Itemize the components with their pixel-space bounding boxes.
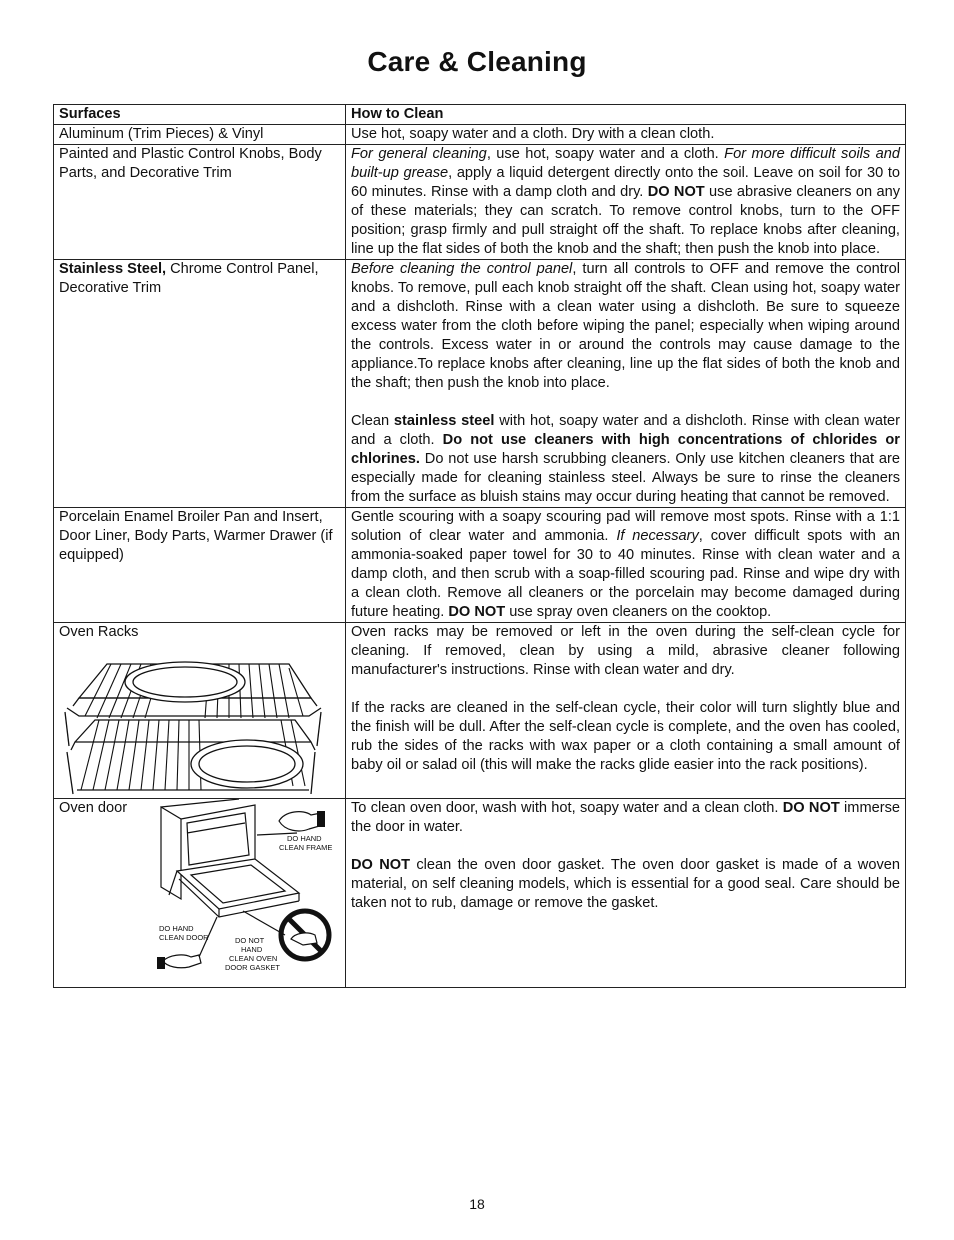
paragraph bbox=[351, 412, 900, 507]
text-run: To clean oven door, wash with hot, soapy water and a clean cloth. bbox=[351, 800, 783, 816]
text-run: Stainless Steel, bbox=[59, 261, 167, 277]
text-run: , turn all controls to OFF and remove the control knobs. To remove, pull each knob straight off the shaft. Clean using hot, soapy water and a dishcloth. Rinse with a clean water using a dishcloth. Be sure to squeeze excess water from the cloth before wiping the panel; especially when wiping around the controls. Excess water in or around the controls may cause damage to the appliance.To replace knobs after cleaning, line up the flat sides of both the knob and the shaft; then push the knob into place. bbox=[351, 261, 900, 391]
table-header-row bbox=[54, 105, 906, 125]
table-row bbox=[54, 125, 906, 145]
text-run: , cover difficult spots with an ammonia-soaked paper towel for 30 to 40 minutes. Rinse with clean water and a damp cloth, and then scrub with a soap-filled scouring pad. Rinse and wipe dry with a clean cloth. Remove all cleaners or the porcelain may become damaged during future heating. bbox=[351, 528, 900, 620]
text-run: , apply a liquid detergent directly onto the soil. Leave on soil for 30 to 60 minutes. Rinse with a damp cloth and dry. bbox=[351, 165, 900, 200]
surface-racks bbox=[54, 623, 346, 799]
paragraph: If the racks are cleaned in the self-clean cycle, their color will turn slightly blue and the finish will be dull. After the self-clean cycle is complete, and the oven has cooled, rub the sides of the racks with wax paper or a cloth containing a small amount of baby oil or salad oil (this will make the racks glide easier into the rack positions). bbox=[351, 700, 900, 773]
text-run: Chrome Control Panel, Decorative Trim bbox=[59, 261, 319, 296]
table-row bbox=[54, 623, 906, 799]
text-run: Before cleaning the control panel bbox=[351, 261, 573, 277]
table-row bbox=[54, 799, 906, 988]
table-row bbox=[54, 508, 906, 623]
text-run: Gentle scouring with a soapy scouring pad will remove most spots. Rinse with a 1:1 solution of clear water and ammonia. bbox=[351, 509, 900, 544]
surface-racks-label: Oven Racks bbox=[59, 624, 139, 640]
label-do-not-gasket-1: DO NOT bbox=[235, 936, 265, 945]
how-door bbox=[346, 799, 906, 988]
text-run: DO NOT bbox=[351, 857, 411, 873]
label-do-not-gasket-4: DOOR GASKET bbox=[225, 963, 281, 972]
label-do-not-gasket-3: CLEAN OVEN bbox=[229, 954, 278, 963]
text-run: DO NOT bbox=[448, 604, 506, 620]
text-run: with hot, soapy water and a dishcloth. Rinse with clean water and a cloth. bbox=[351, 413, 900, 448]
text-run: For more difficult soils and built-up grease bbox=[351, 146, 901, 181]
text-run: DO NOT bbox=[647, 184, 705, 200]
page-number: 18 bbox=[469, 1196, 485, 1212]
surface-door-label: Oven door bbox=[59, 800, 128, 816]
text-run: DO NOT bbox=[782, 800, 840, 816]
how-stainless bbox=[346, 260, 906, 508]
label-do-hand-frame-2: CLEAN FRAME bbox=[279, 843, 333, 852]
header-surfaces: Surfaces bbox=[54, 105, 346, 125]
paragraph bbox=[351, 799, 900, 837]
header-how-to-clean: How to Clean bbox=[346, 105, 906, 125]
table-row bbox=[54, 145, 906, 260]
label-do-hand-frame-1: DO HAND bbox=[287, 834, 322, 843]
text-run: use abrasive cleaners on any of these materials; they can scratch. To remove control knobs, turn to the OFF position; grasp firmly and pull straight off the shaft. To replace knobs after cleaning, line up the flat sides of both the knob and the shaft; then push the knob into place. bbox=[351, 184, 900, 257]
label-do-not-gasket-2: HAND bbox=[241, 945, 263, 954]
text-run: For general cleaning bbox=[351, 146, 487, 162]
how-aluminum: Use hot, soapy water and a cloth. Dry with a clean cloth. bbox=[346, 125, 906, 145]
surface-stainless bbox=[54, 260, 346, 508]
how-painted bbox=[346, 145, 906, 260]
table-row bbox=[54, 260, 906, 508]
page-title: Care & Cleaning bbox=[367, 46, 587, 77]
oven-racks-illustration bbox=[59, 646, 324, 798]
surface-painted: Painted and Plastic Control Knobs, Body Parts, and Decorative Trim bbox=[54, 145, 346, 260]
care-cleaning-table bbox=[53, 104, 906, 988]
oven-door-drawing bbox=[59, 799, 339, 975]
text-run: Do not use cleaners with high concentrations of chlorides or chlorines. bbox=[351, 432, 900, 467]
text-run: use spray oven cleaners on the cooktop. bbox=[505, 604, 772, 620]
label-do-hand-door-2: CLEAN DOOR bbox=[159, 933, 209, 942]
paragraph bbox=[351, 260, 900, 393]
text-run: immerse the door in water. bbox=[351, 800, 900, 835]
text-run: Clean bbox=[351, 413, 394, 429]
surface-aluminum: Aluminum (Trim Pieces) & Vinyl bbox=[54, 125, 346, 145]
text-run: If necessary bbox=[616, 528, 699, 544]
text-run: stainless steel bbox=[393, 413, 495, 429]
text-run: , use hot, soapy water and a cloth. bbox=[486, 146, 725, 162]
how-porcelain bbox=[346, 508, 906, 623]
paragraph bbox=[351, 856, 900, 913]
surface-porcelain: Porcelain Enamel Broiler Pan and Insert, Door Liner, Body Parts, Warmer Drawer (if equipped) bbox=[54, 508, 346, 623]
oven-door-illustration bbox=[59, 799, 340, 975]
text-run: Do not use harsh scrubbing cleaners. Only use kitchen cleaners that are especially made for cleaning stainless steel. Always be sure to rinse the cleaners from the surface as bluish stains may occur during heating that cannot be removed. bbox=[351, 451, 900, 505]
label-do-hand-door-1: DO HAND bbox=[159, 924, 194, 933]
surface-door bbox=[54, 799, 346, 988]
paragraph: Oven racks may be removed or left in the oven during the self-clean cycle for cleaning. If removed, clean by using a mild, abrasive cleaner following manufacturer's instructions. Rinse with clean water and dry. bbox=[351, 624, 900, 678]
how-racks bbox=[346, 623, 906, 799]
text-run: clean the oven door gasket. The oven door gasket is made of a woven material, on self cleaning models, which is essential for a good seal. Care should be taken not to rub, damage or remove the gasket. bbox=[351, 857, 900, 911]
